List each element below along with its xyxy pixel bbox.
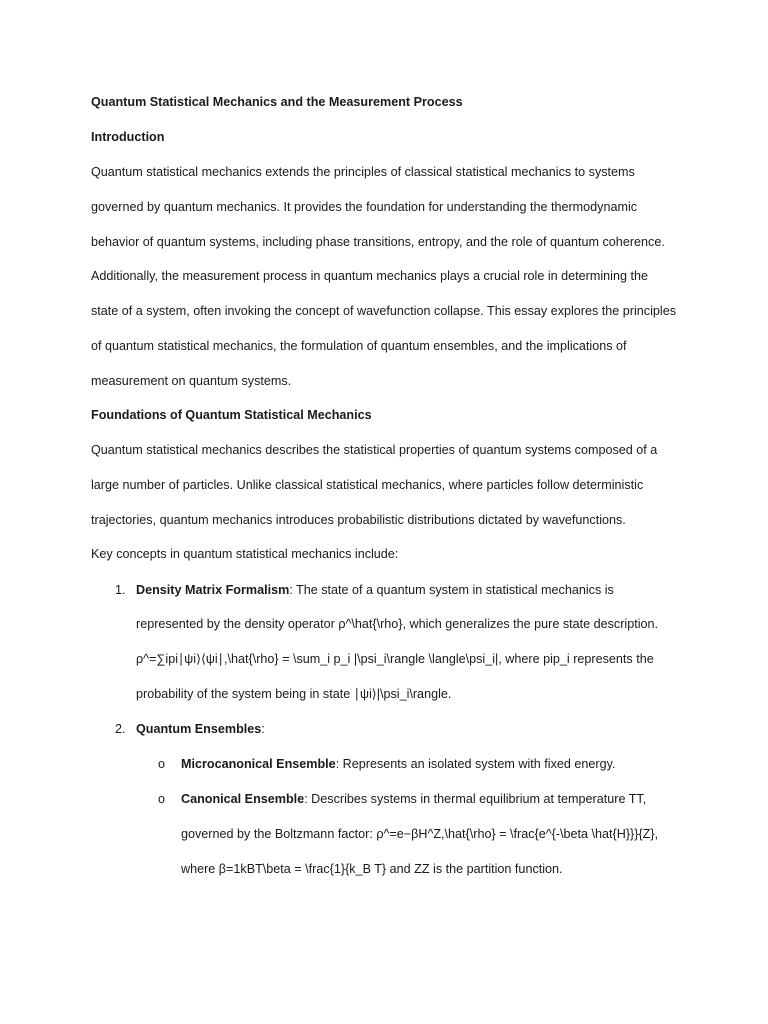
intro-heading: Introduction xyxy=(91,130,165,144)
sub-item-canonical xyxy=(181,791,646,807)
sub-item-microcanonical xyxy=(181,756,615,772)
intro-line: behavior of quantum systems, including phase transitions, entropy, and the role of quantum coherence. xyxy=(91,235,665,249)
foundations-line: Quantum statistical mechanics describes the statistical properties of quantum systems composed of a xyxy=(91,443,658,457)
list-item-quantum-ensembles xyxy=(136,721,265,737)
intro-line: governed by quantum mechanics. It provides the foundation for understanding the thermodynamic xyxy=(91,200,638,214)
sub-bullet-marker: o xyxy=(158,757,166,771)
sub-bullet-marker: o xyxy=(158,792,166,806)
list-item-line: probability of the system being in state ∣ψi⟩|\psi_i\rangle. xyxy=(136,687,452,701)
sub-item-term: Canonical Ensemble xyxy=(181,792,305,806)
sub-item-text: : Represents an isolated system with fixed energy. xyxy=(335,757,616,771)
list-item-line: represented by the density operator ρ^\hat{\rho}, which generalizes the pure state description. xyxy=(136,617,659,631)
list-item-density-matrix xyxy=(136,582,614,598)
sub-item-line: where β=1kBT\beta = \frac{1}{k_B T} and ZZ is the partition function. xyxy=(181,862,563,876)
intro-line: Additionally, the measurement process in quantum mechanics plays a crucial role in determining the xyxy=(91,269,648,283)
intro-line: of quantum statistical mechanics, the formulation of quantum ensembles, and the implications of xyxy=(91,339,627,353)
list-item-term: Quantum Ensembles xyxy=(136,722,262,736)
intro-line: Quantum statistical mechanics extends the principles of classical statistical mechanics to systems xyxy=(91,165,635,179)
list-item-term: Density Matrix Formalism xyxy=(136,583,290,597)
foundations-line: trajectories, quantum mechanics introduces probabilistic distributions dictated by wavefunctions. xyxy=(91,513,626,527)
foundations-heading: Foundations of Quantum Statistical Mechanics xyxy=(91,408,372,422)
list-number: 2. xyxy=(115,722,126,736)
document-title: Quantum Statistical Mechanics and the Measurement Process xyxy=(91,95,463,109)
list-item-text: : The state of a quantum system in statistical mechanics is xyxy=(289,583,614,597)
intro-line: state of a system, often invoking the concept of wavefunction collapse. This essay explores the principles xyxy=(91,304,676,318)
sub-item-term: Microcanonical Ensemble xyxy=(181,757,336,771)
list-item-line: ρ^=∑ipi∣ψi⟩⟨ψi∣,\hat{\rho} = \sum_i p_i |\psi_i\rangle \langle\psi_i|, where pip_i represents the xyxy=(136,652,654,666)
foundations-line: Key concepts in quantum statistical mechanics include: xyxy=(91,547,399,561)
sub-item-text: : Describes systems in thermal equilibrium at temperature TT, xyxy=(304,792,647,806)
intro-line: measurement on quantum systems. xyxy=(91,374,292,388)
foundations-line: large number of particles. Unlike classical statistical mechanics, where particles follow deterministic xyxy=(91,478,644,492)
list-item-text: : xyxy=(261,722,265,736)
sub-item-line: governed by the Boltzmann factor: ρ^=e−βH^Z,\hat{\rho} = \frac{e^{-\beta \hat{H}}}{Z}, xyxy=(181,827,659,841)
list-number: 1. xyxy=(115,583,126,597)
